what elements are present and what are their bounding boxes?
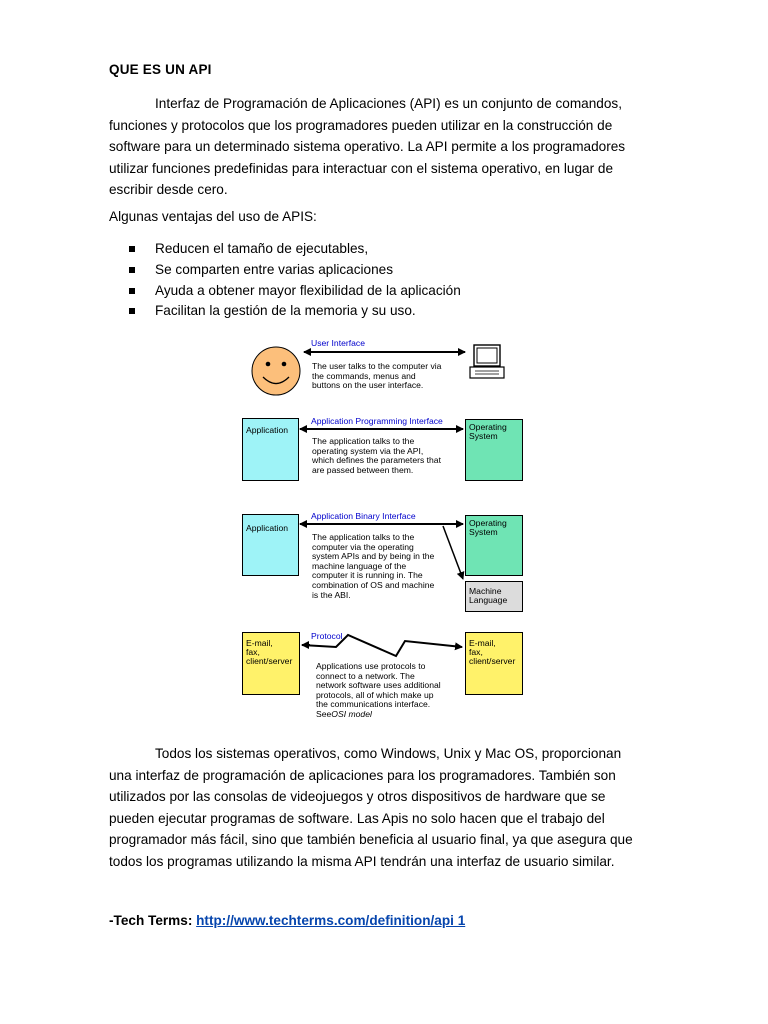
api-desc-line: operating system via the API, [312, 445, 424, 456]
api-description [312, 437, 441, 475]
ui-desc-line: buttons on the user interface. [312, 380, 424, 391]
protocol-desc-line: protocols, all of which make up [316, 689, 434, 700]
reference-prefix: -Tech Terms: [109, 913, 197, 928]
abi-desc-line: system APIs and by being in the [312, 551, 435, 562]
ui-desc-line: The user talks to the computer via [312, 361, 442, 371]
endpoint-box [242, 632, 300, 695]
ui-description [312, 362, 441, 391]
body-line: una interfaz de programación de aplicaciones para los programadores. También son [109, 767, 616, 783]
machine-box-label [469, 587, 507, 605]
abi-desc-line: machine language of the [312, 560, 407, 571]
protocol-desc-line: Applications use protocols to [316, 661, 426, 671]
body-line: utilizados por las consolas de videojuegos y otros dispositivos de hardware que se [109, 789, 606, 804]
abi-label: Application Binary Interface [311, 511, 416, 521]
advantages-list [126, 239, 461, 322]
intro-line: funciones y protocolos que los programadores pueden utilizar en la construcción de [109, 117, 613, 133]
abi-desc-line: is the ABI. [312, 589, 351, 600]
body-paragraph [109, 743, 649, 872]
api-desc-line: which defines the parameters that [312, 455, 441, 466]
abi-desc-line: computer via the operating [312, 541, 414, 552]
os-label-line: System [469, 431, 498, 441]
intro-line: escribir desde cero. [109, 182, 228, 197]
protocol-desc-line: the communications interface. [316, 699, 431, 710]
ui-label: User Interface [311, 338, 365, 348]
list-item [126, 301, 461, 322]
body-line: Todos los sistemas operativos, como Windows, Unix y Mac OS, proporcionan [155, 746, 622, 761]
ui-desc-line: the commands, menus and [312, 370, 416, 381]
api-desc-line: are passed between them. [312, 464, 414, 475]
endpoint-box-label [246, 639, 292, 666]
body-line: programador más fácil, sino que también beneficia al usuario final, ya que asegura que [109, 832, 633, 847]
application-box-label: Application [246, 425, 289, 435]
abi-description [312, 533, 434, 600]
protocol-see-line [316, 710, 441, 720]
osi-model-link[interactable]: OSI model [331, 708, 372, 719]
list-item-text: Se comparten entre varias aplicaciones [155, 261, 394, 277]
list-item [126, 281, 461, 302]
os-box-label [469, 519, 507, 537]
bullet-square-icon [129, 308, 135, 314]
os-label-line: Operating [469, 422, 507, 432]
machine-language-box [465, 581, 523, 612]
endpoint-box [465, 632, 523, 695]
endpoint-label-line: E-mail, [246, 638, 273, 648]
abi-desc-line: combination of OS and machine [312, 579, 435, 590]
endpoint-label-line: E-mail, [469, 638, 496, 648]
protocol-desc-line: network software uses additional [316, 680, 441, 691]
abi-desc-line: The application talks to the [312, 532, 415, 542]
endpoint-label-line: fax, [246, 647, 260, 657]
os-label-line: System [469, 527, 498, 537]
see-prefix: See [316, 708, 332, 719]
computer-icon [470, 345, 504, 378]
operating-system-box [465, 515, 523, 576]
list-item-text: Facilitan la gestión de la memoria y su uso. [155, 303, 416, 319]
machine-label-line: Machine [469, 586, 502, 596]
application-box [242, 418, 299, 481]
body-line: todos los programas utilizando la misma API tendrán una interfaz de usuario similar. [109, 853, 615, 869]
list-item-text: Reducen el tamaño de ejecutables, [155, 241, 369, 256]
reference-footer [109, 913, 465, 928]
bullet-square-icon [129, 267, 135, 273]
abi-desc-line: computer it is running in. The [312, 570, 423, 581]
bullet-square-icon [129, 246, 135, 252]
smiley-face-icon [252, 347, 300, 395]
os-label-line: Operating [469, 518, 507, 528]
bullet-square-icon [129, 288, 135, 294]
application-box [242, 514, 299, 576]
endpoint-box-label [469, 639, 515, 666]
intro-line: Interfaz de Programación de Aplicaciones (API) es un conjunto de comandos, [155, 96, 622, 111]
api-diagram [236, 336, 530, 728]
endpoint-label-line: fax, [469, 647, 483, 657]
intro-line: utilizar funciones predefinidas para interactuar con el sistema operativo, en lugar de [109, 160, 614, 176]
endpoint-label-line: client/server [246, 656, 293, 666]
protocol-desc-line: connect to a network. The [316, 670, 415, 681]
advantages-heading: Algunas ventajas del uso de APIS: [109, 209, 317, 224]
list-item [126, 239, 461, 260]
api-desc-line: The application talks to the [312, 436, 415, 446]
list-item-text: Ayuda a obtener mayor flexibilidad de la aplicación [155, 282, 461, 298]
reference-link[interactable]: http://www.techterms.com/definition/api 1 [196, 913, 466, 928]
application-box-label: Application [246, 523, 289, 533]
operating-system-box [465, 419, 523, 481]
body-line: pueden ejecutar programas de software. Las Apis no solo hacen que el trabajo del [109, 810, 605, 826]
intro-line: software para un determinado sistema operativo. La API permite a los programadores [109, 139, 626, 154]
api-label: Application Programming Interface [311, 416, 443, 426]
machine-label-line: Language [469, 595, 508, 605]
endpoint-label-line: client/server [469, 656, 516, 666]
protocol-description [316, 662, 441, 720]
os-box-label [469, 423, 507, 441]
list-item [126, 260, 461, 281]
protocol-label: Protocol [311, 631, 343, 641]
page-title: QUE ES UN API [109, 62, 212, 77]
intro-paragraph [109, 93, 649, 201]
